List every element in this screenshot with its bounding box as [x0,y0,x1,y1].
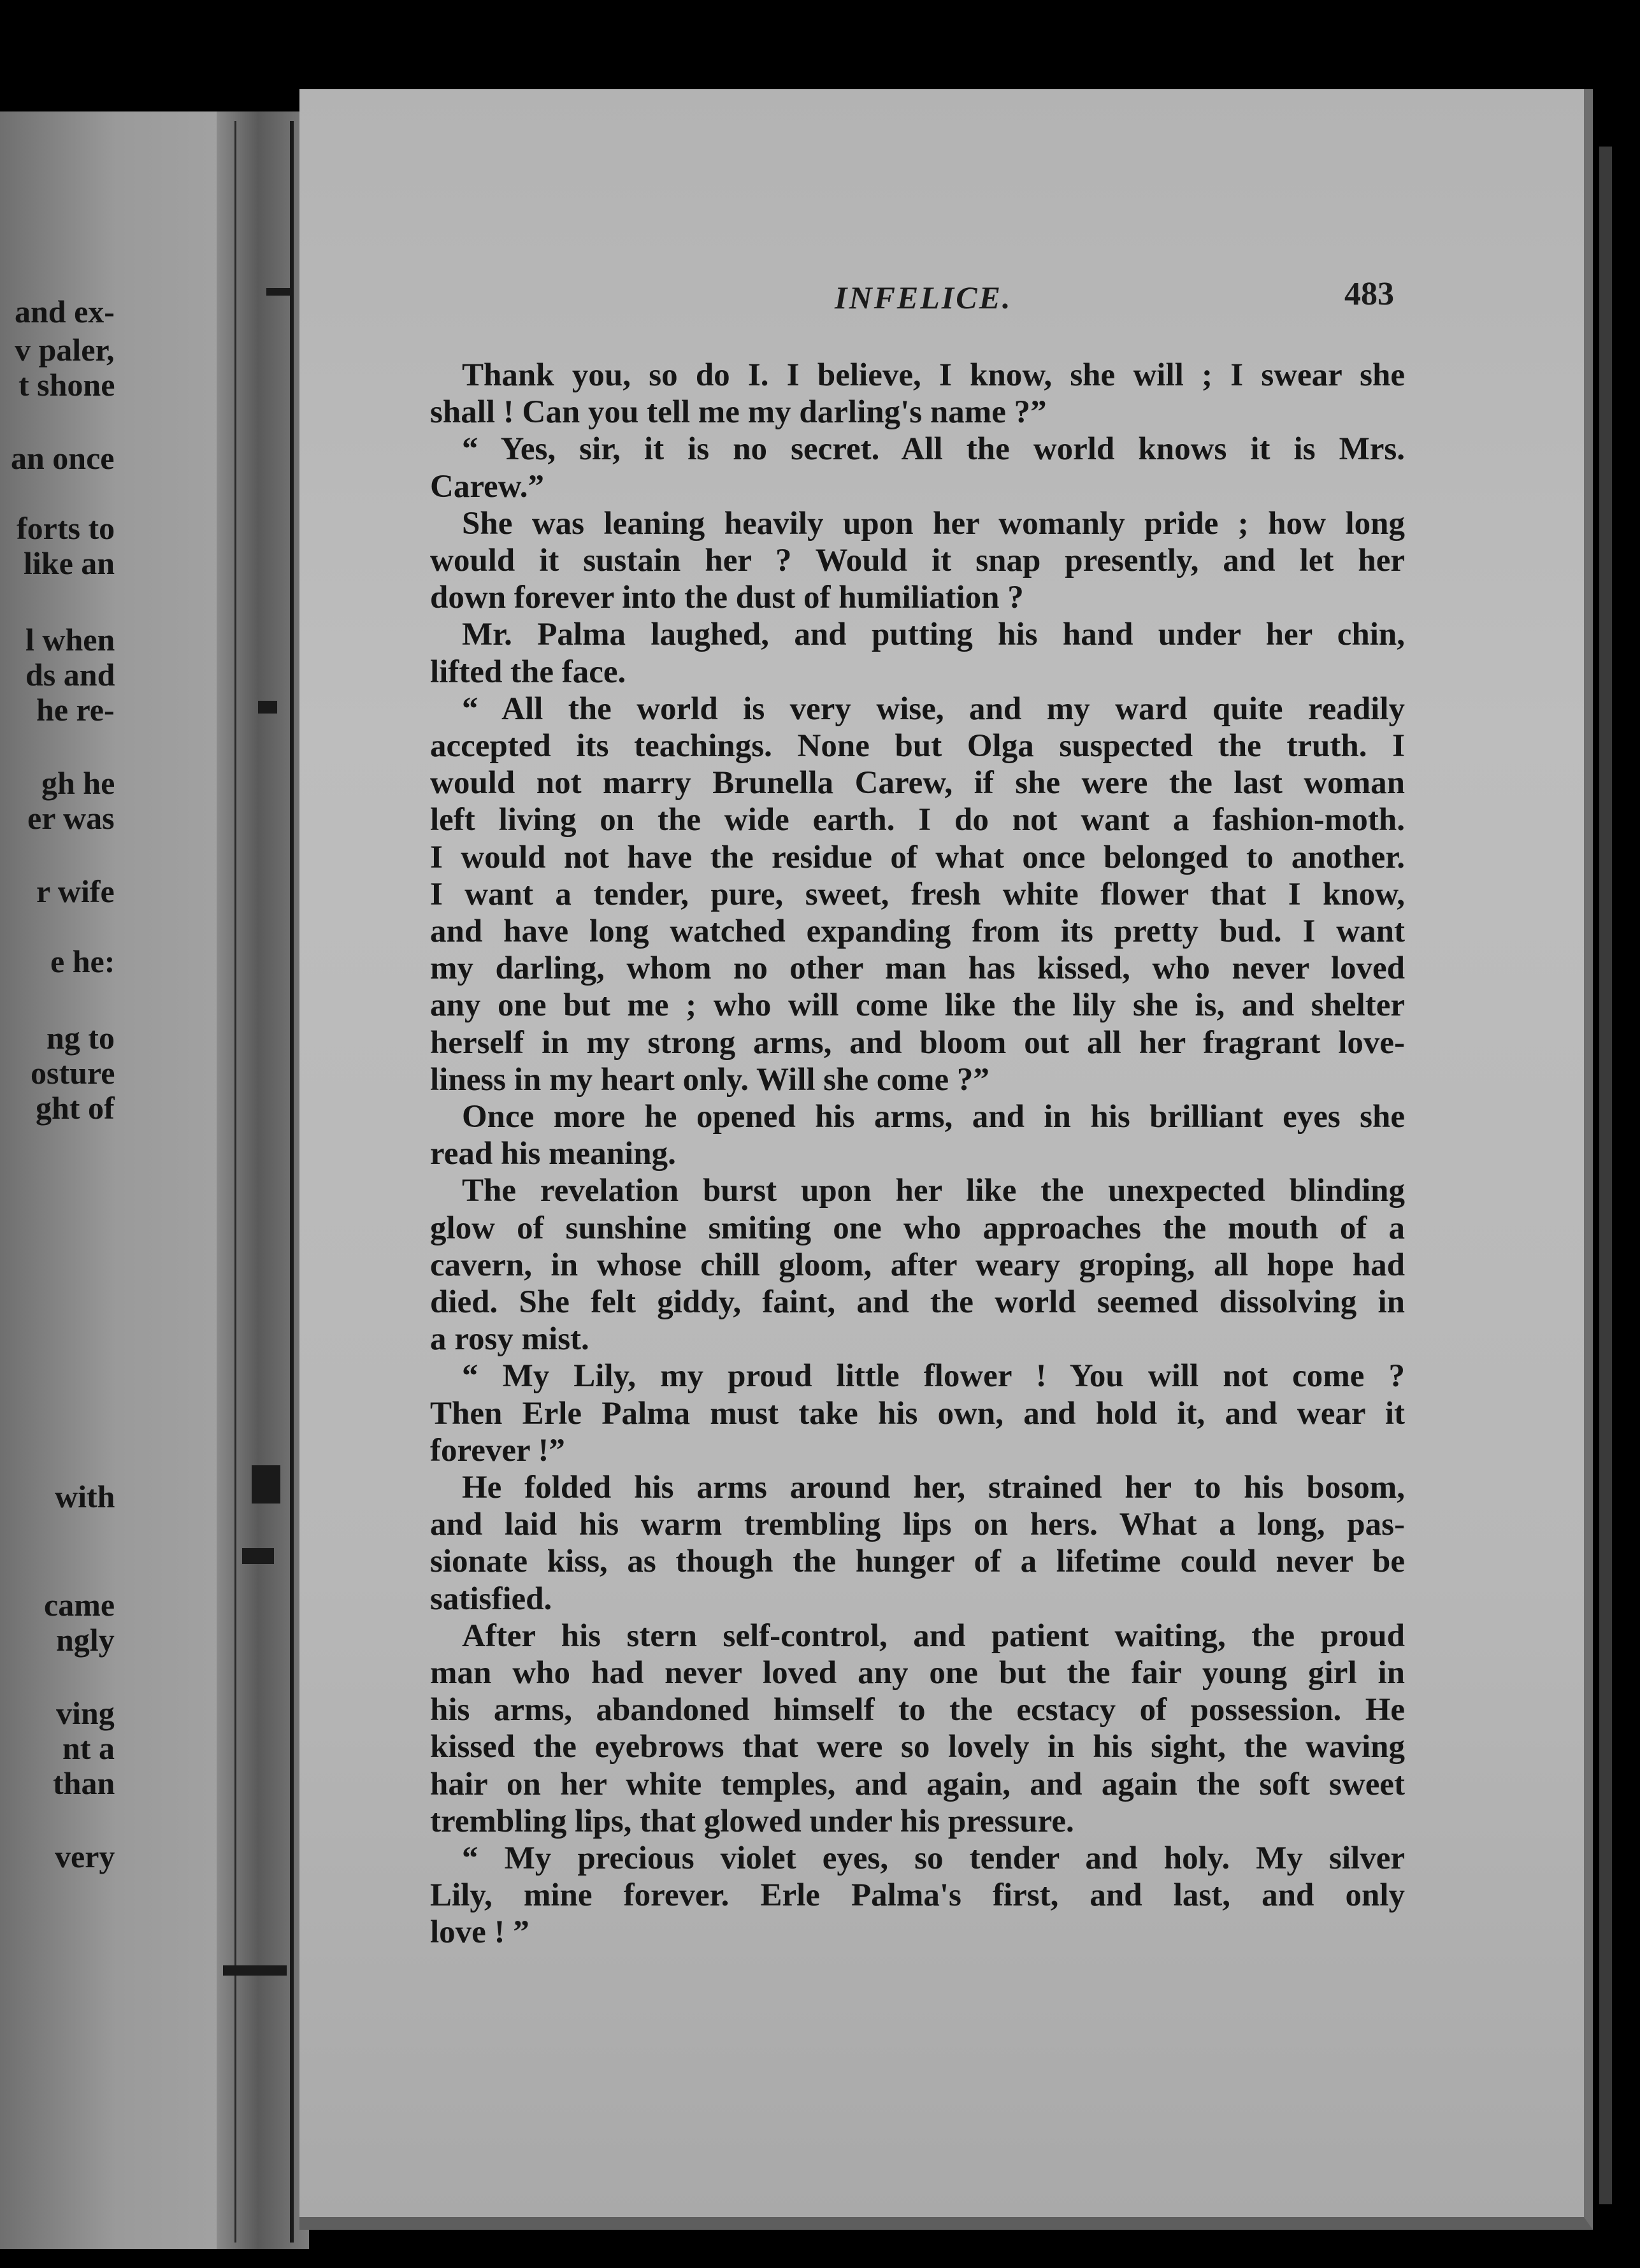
text-line: “ My Lily, my proud little flower ! You will not come ? [462,1358,1405,1394]
text-line: He folded his arms around her, strained her to his bosom, [462,1470,1405,1505]
previous-page-text-fragment: ng to [47,1020,115,1056]
text-line: Carew.” [430,469,544,505]
binding-mark [266,288,292,296]
text-line: She was leaning heavily upon her womanly pride ; how long [462,506,1405,542]
previous-page-text-fragment: and ex- [15,294,115,329]
previous-page-text-fragment: forts to [17,510,115,546]
previous-page-text-fragment: r wife [36,873,115,909]
text-line: his arms, abandoned himself to the ecstacy of possession. He [430,1692,1405,1728]
text-line: satisfied. [430,1581,552,1617]
page-binding-line [290,121,294,2243]
book-gutter [217,111,309,2249]
page-number: 483 [1344,276,1394,312]
text-line: would it sustain her ? Would it snap presently, and let her [430,543,1405,578]
previous-page-text-fragment: ngly [56,1622,115,1658]
text-line: glow of sunshine smiting one who approaches the mouth of a [430,1210,1405,1246]
text-line: trembling lips, that glowed under his pressure. [430,1804,1074,1839]
previous-page-text-fragment: gh he [41,765,115,801]
page-stack-edge [1599,147,1612,2204]
binding-mark [252,1465,280,1504]
previous-page-text-fragment: e he: [50,944,115,979]
previous-page-text-fragment: than [53,1765,115,1801]
text-line: herself in my strong arms, and bloom out all her fragrant love- [430,1025,1405,1061]
text-line: lifted the face. [430,654,626,690]
previous-page-text-fragment: very [55,1839,115,1874]
text-line: Then Erle Palma must take his own, and hold it, and wear it [430,1396,1405,1432]
previous-page-text-fragment: osture [31,1055,115,1091]
running-head: INFELICE. [835,280,1012,315]
text-line: accepted its teachings. None but Olga suspected the truth. I [430,728,1405,764]
text-line: died. She felt giddy, faint, and the world seemed dissolving in [430,1284,1405,1320]
text-line: man who had never loved any one but the fair young girl in [430,1655,1405,1691]
text-line: my darling, whom no other man has kissed, who never loved [430,951,1405,986]
text-line: down forever into the dust of humiliation ? [430,580,1024,615]
text-line: cavern, in whose chill gloom, after weary groping, all hope had [430,1247,1405,1283]
previous-page-text-fragment: v paler, [15,332,115,368]
gutter-fold-line [234,121,236,2243]
text-line: sionate kiss, as though the hunger of a lifetime could never be [430,1544,1405,1579]
text-line: Thank you, so do I. I believe, I know, she will ; I swear she [462,357,1405,393]
previous-page-text-fragment: came [44,1587,115,1623]
text-line: would not marry Brunella Carew, if she were the last woman [430,765,1405,801]
text-line: and laid his warm trembling lips on hers. What a long, pas- [430,1507,1405,1542]
text-line: Lily, mine forever. Erle Palma's first, and last, and only [430,1877,1405,1913]
binding-mark [258,701,277,714]
binding-mark [223,1965,287,1976]
text-line: shall ! Can you tell me my darling's name ?” [430,394,1047,430]
previous-page-text-fragment: t shone [18,367,115,403]
previous-page-text-fragment: nt a [62,1730,115,1766]
text-line: a rosy mist. [430,1321,589,1357]
previous-page-text-fragment: with [55,1479,115,1514]
previous-page-text-fragment: he re- [36,692,115,728]
text-line: kissed the eyebrows that were so lovely in his sight, the waving [430,1729,1405,1765]
text-line: Mr. Palma laughed, and putting his hand under her chin, [462,617,1405,652]
text-line: “ All the world is very wise, and my ward quite readily [462,691,1405,727]
text-line: and have long watched expanding from its pretty bud. I want [430,914,1405,949]
text-line: read his meaning. [430,1136,676,1172]
text-line: liness in my heart only. Will she come ?” [430,1062,989,1098]
text-line: Once more he opened his arms, and in his brilliant eyes she [462,1099,1405,1135]
text-line: left living on the wide earth. I do not want a fashion-moth. [430,802,1405,838]
previous-page-text-fragment: er was [27,800,115,836]
text-line: After his stern self-control, and patient waiting, the proud [462,1618,1405,1654]
text-line: hair on her white temples, and again, and again the soft sweet [430,1767,1405,1802]
text-line: love ! ” [430,1914,529,1950]
previous-page-text-fragment: ds and [25,657,115,693]
text-line: I want a tender, pure, sweet, fresh white flower that I know, [430,877,1405,912]
text-line: The revelation burst upon her like the unexpected blinding [462,1173,1405,1209]
text-line: “ Yes, sir, it is no secret. All the world knows it is Mrs. [462,431,1405,467]
text-line: any one but me ; who will come like the lily she is, and shelter [430,987,1405,1023]
text-line: “ My precious violet eyes, so tender and holy. My silver [462,1841,1405,1876]
binding-mark [242,1548,274,1564]
previous-page-text-fragment: an once [11,440,115,476]
previous-page-text-fragment: ving [56,1695,115,1731]
text-line: I would not have the residue of what once belonged to another. [430,840,1405,875]
previous-page-text-fragment: ght of [36,1090,115,1126]
text-line: forever !” [430,1433,565,1468]
previous-page-text-fragment: like an [24,545,115,581]
previous-page-text-fragment: l when [25,622,115,657]
